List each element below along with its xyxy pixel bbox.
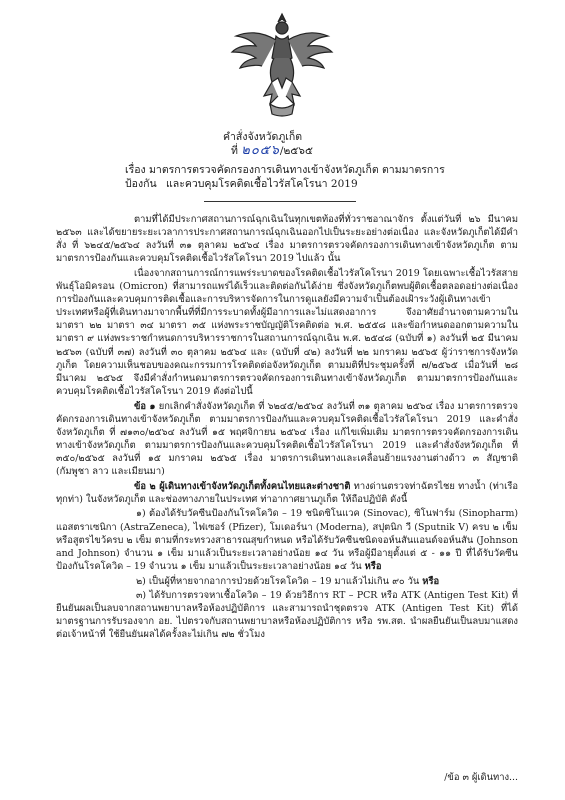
clause-2-item-1 [56, 507, 518, 572]
subject-label: เรื่อง [125, 164, 146, 176]
clause-2-item-3: ๓) ได้รับการตรวจหาเชื้อโควิด – 19 ด้วยวิธีการ RT – PCR หรือ ATK (Antigen Test Kit) ที่ยืนยันผลเป็นลบจากสถานพยาบาลหรือห้องปฏิบัติการ และสามารถนำชุดตรวจ ATK (Antigen Test Kit) ที่ได้มาตรฐานการรับรองจาก อย. ไปตรวจกับสถานพยาบาลหรือห้องปฏิบัติการ หรือ รพ.สต. นำผลยืนยันเป็นลบมาแสดงต่อเจ้าหน้าที่ ใช้ยืนยันผลได้ครั้งละไม่เกิน ๗๒ ชั่วโมง [56, 590, 518, 641]
number-prefix: ที่ [231, 145, 238, 157]
subject-line1: มาตรการตรวจคัดกรองการเดินทางเข้าจังหวัดภูเก็ต ตามมาตรการป้องกัน [125, 164, 445, 190]
clause-1-label: ข้อ ๑ [134, 400, 156, 412]
clause-2-item-1-text: ๑) ต้องได้รับวัคซีนป้องกันโรคโควิด – 19 ชนิดซิโนแวค (Sinovac), ซิโนฟาร์ม (Sinopharm) แอสตราเซนิกา (AstraZeneca), ไฟเซอร์ (Pfizer), โมเดอร์นา (Moderna), สปุตนิก วี (Sputnik V) ครบ ๒ เข็ม หรือสูตรไขว้ครบ ๒ เข็ม ตามที่กระทรวงสาธารณสุขกำหนด หรือได้รับวัคซีนชนิดจอห์นสันแอนด์จอห์นสัน (Johnson and Johnson) จำนวน ๑ เข็ม มาแล้วเป็นระยะเวลาอย่างน้อย ๑๔ วัน หรือผู้มีอายุตั้งแต่ ๕ - ๑๑ ปี ที่ได้รับวัคซีนป้องกันโรคโควิด – 19 จำนวน ๑ เข็ม มาแล้วเป็นระยะเวลาอย่างน้อย ๑๔ วัน [56, 508, 518, 572]
clause-2-item-1-or: หรือ [364, 560, 382, 572]
clause-2-item-2-or: หรือ [422, 575, 440, 587]
header-divider [204, 201, 356, 202]
document-org: คำสั่งจังหวัดภูเก็ต [223, 131, 303, 143]
clause-2-item-2-text: ๒) เป็นผู้ที่หายจากอาการป่วยด้วยโรคโควิด – 19 มาแล้วไม่เกิน ๙๐ วัน [136, 575, 420, 587]
document-number [231, 144, 565, 158]
clause-2-item-2 [56, 575, 518, 588]
clause-2 [56, 480, 518, 506]
paragraph-preamble: ตามที่ได้มีประกาศสถานการณ์ฉุกเฉินในทุกเขตท้องที่ทั่วราชอาณาจักร ตั้งแต่วันที่ ๒๖ มีนาคม ๒๕๖๓ และได้ขยายระยะเวลาการประกาศสถานการณ์ฉุกเฉินออกไปเป็นระยะอย่างต่อเนื่อง และจังหวัดภูเก็ตได้มีคำสั่ง ที่ ๖๒๔๕/๒๕๖๔ ลงวันที่ ๓๑ ตุลาคม ๒๕๖๔ เรื่อง มาตรการตรวจคัดกรองการเดินทางเข้าจังหวัดภูเก็ต ตามมาตรการป้องกันและควบคุมโรคติดเชื้อไวรัสโคโรนา 2019 ไปแล้ว นั้น [56, 214, 518, 265]
number-handwritten: ๒๐๕๖ [241, 143, 280, 158]
document-subject-line2: และควบคุมโรคติดเชื้อไวรัสโคโรนา 2019 [166, 178, 358, 190]
paragraph-reason: เนื่องจากสถานการณ์การแพร่ระบาดของโรคติดเชื้อไวรัสโคโรนา 2019 โดยเฉพาะเชื้อไวรัสสายพันธุ์โอมิครอน (Omicron) ที่สามารถแพร่ได้เร็วและติดต่อกันได้ง่าย ซึ่งจังหวัดภูเก็ตพบผู้ติดเชื้อตลอดอย่างต่อเนื่อง การป้องกันและควบคุมการติดเชื้อและการบริหารจัดการในการดูแลยังมีความจำเป็นต้องเฝ้าระวังผู้เดินทางเข้าประเทศหรือผู้ที่เดินทางมาจากพื้นที่ที่มีการระบาดทั้งผู้มีอาการและไม่แสดงอาการ จึงอาศัยอำนาจตามความในมาตรา ๒๒ มาตรา ๓๔ มาตรา ๓๕ แห่งพระราชบัญญัติโรคติดต่อ พ.ศ. ๒๕๕๘ และข้อกำหนดออกตามความในมาตรา ๙ แห่งพระราชกำหนดการบริหารราชการในสถานการณ์ฉุกเฉิน พ.ศ. ๒๕๔๘ (ฉบับที่ ๑) ลงวันที่ ๒๕ มีนาคม ๒๕๖๓ (ฉบับที่ ๓๗) ลงวันที่ ๓๐ ตุลาคม ๒๕๖๔ และ (ฉบับที่ ๔๒) ลงวันที่ ๒๒ มกราคม ๒๕๖๕ ผู้ว่าราชการจังหวัดภูเก็ต โดยความเห็นชอบของคณะกรรมการโรคติดต่อจังหวัดภูเก็ต ตามมติที่ประชุมครั้งที่ ๗/๒๕๖๕ เมื่อวันที่ ๒๘ มีนาคม ๒๕๖๕ จึงมีคำสั่งกำหนดมาตรการตรวจคัดกรองการเดินทางเข้าจังหวัดภูเก็ต ตามมาตรการป้องกันและควบคุมโรคติดเชื้อไวรัสโคโรนา 2019 ดังต่อไปนี้ [56, 267, 518, 397]
clause-2-text: ทางด่านตรวจท่าฉัตรไชย ทางน้ำ (ท่าเรือ ทุกท่า) ในจังหวัดภูเก็ต และช่องทางภายในประเทศ ท่าอากาศยานภูเก็ต ให้ถือปฏิบัติ ดังนี้ [56, 480, 518, 505]
garuda-emblem-icon [230, 8, 335, 120]
number-suffix: /๒๕๖๕ [279, 145, 313, 157]
continued-marker: /ข้อ ๓ ผู้เดินทาง... [444, 772, 518, 783]
clause-2-label: ข้อ ๒ ผู้เดินทางเข้าจังหวัดภูเก็ตทั้งคนไทยและต่างชาติ [134, 480, 351, 492]
clause-1-text: ยกเลิกคำสั่งจังหวัดภูเก็ต ที่ ๖๒๔๕/๒๕๖๔ ลงวันที่ ๓๑ ตุลาคม ๒๕๖๔ เรื่อง มาตรการตรวจคัดกรองการเดินทางเข้าจังหวัดภูเก็ต ตามมาตรการป้องกันและควบคุมโรคติดเชื้อไวรัสโคโรนา 2019 และคำสั่งจังหวัดภูเก็ต ที่ ๗๑๓๐/๒๕๖๔ ลงวันที่ ๑๕ พฤศจิกายน ๒๕๖๔ เรื่อง แก้ไขเพิ่มเติม มาตรการตรวจคัดกรองการเดินทางเข้าจังหวัดภูเก็ต ตามมาตรการป้องกันและควบคุมโรคติดเชื้อไวรัสโคโรนา 2019 และคำสั่งจังหวัดภูเก็ต ที่ ๓๕๐/๒๕๖๕ ลงวันที่ ๑๕ มกราคม ๒๕๖๕ เรื่อง มาตรการเดินทางและเคลื่อนย้ายแรงงานต่างด้าว ๓ สัญชาติ (กัมพูชา ลาว และเมียนมา) [56, 400, 518, 477]
document-body [56, 213, 518, 643]
clause-1 [56, 400, 518, 479]
